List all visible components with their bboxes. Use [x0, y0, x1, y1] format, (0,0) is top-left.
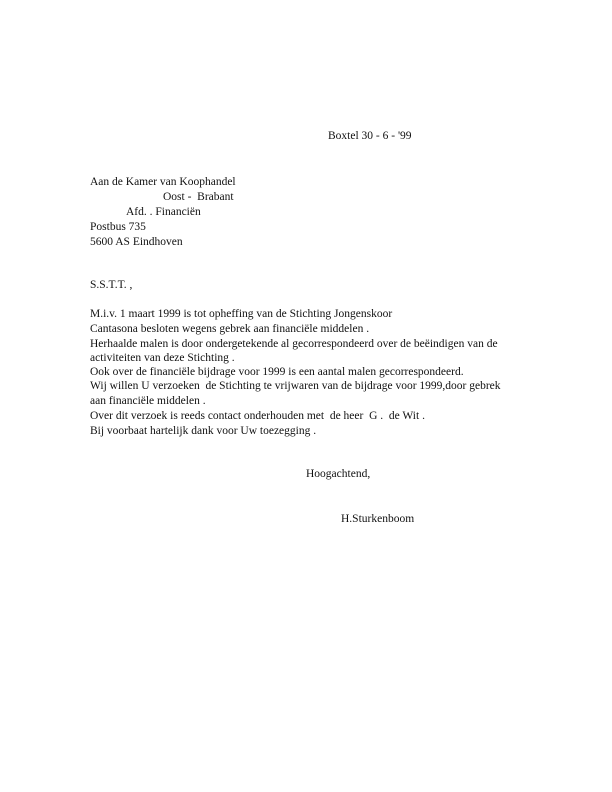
- recipient-line: Aan de Kamer van Koophandel: [90, 176, 236, 188]
- body-line: Cantasona besloten wegens gebrek aan financiële middelen .: [90, 323, 370, 335]
- body-line: M.i.v. 1 maart 1999 is tot opheffing van de Stichting Jongenskoor: [90, 308, 393, 320]
- body-line: aan financiële middelen .: [90, 395, 206, 407]
- body-line: activiteiten van deze Stichting .: [90, 352, 235, 364]
- recipient-line: Oost - Brabant: [163, 191, 234, 203]
- recipient-line: Postbus 735: [90, 221, 146, 233]
- body-line: Herhaalde malen is door ondergetekende al gecorrespondeerd over de beëindigen van de: [90, 338, 498, 350]
- body-line: Wij willen U verzoeken de Stichting te vrijwaren van de bijdrage voor 1999,door gebrek: [90, 380, 501, 392]
- body-line: Over dit verzoek is reeds contact onderhouden met de heer G . de Wit .: [90, 410, 425, 422]
- body-line: Bij voorbaat hartelijk dank voor Uw toezegging .: [90, 425, 317, 437]
- body-line: Ook over de financiële bijdrage voor 1999 is een aantal malen gecorrespondeerd.: [90, 366, 464, 378]
- salutation: S.S.T.T. ,: [90, 279, 133, 291]
- closing: Hoogachtend,: [306, 468, 371, 480]
- signature-name: H.Sturkenboom: [341, 513, 415, 525]
- letter-date: Boxtel 30 - 6 - '99: [328, 130, 412, 142]
- recipient-line: 5600 AS Eindhoven: [90, 236, 183, 248]
- recipient-line: Afd. . Financiën: [126, 206, 201, 218]
